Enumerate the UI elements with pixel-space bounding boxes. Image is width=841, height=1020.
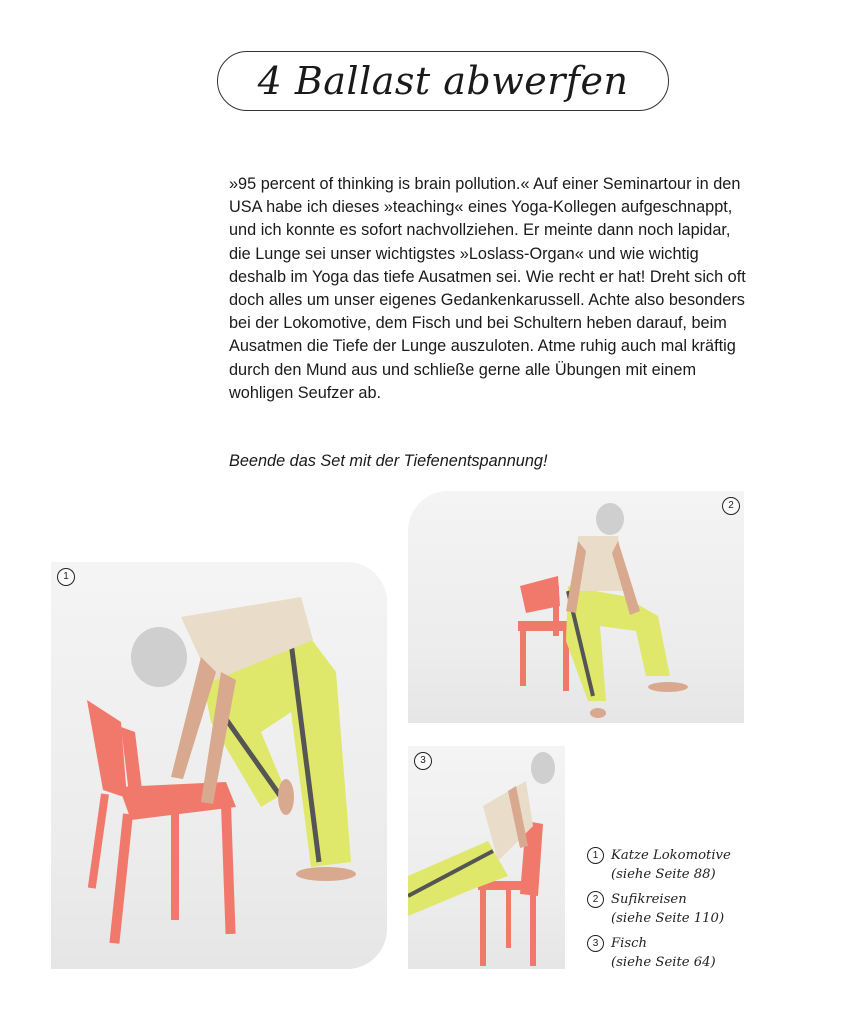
legend-number: 1 (587, 847, 604, 864)
legend-exercise-name: Katze Lokomotive (611, 848, 731, 863)
photo-number-badge: 1 (57, 568, 75, 586)
body-text (229, 173, 749, 405)
legend-number: 3 (587, 935, 604, 952)
legend-number: 2 (587, 891, 604, 908)
legend-item (587, 934, 787, 972)
photo-number-badge: 3 (414, 752, 432, 770)
legend-page-ref: (siehe Seite 88) (611, 867, 716, 882)
legend-item (587, 890, 787, 928)
photo-1-illustration (51, 562, 387, 969)
closing-instruction: Beende das Set mit der Tiefenentspannung! (229, 452, 548, 470)
photo-2-illustration (408, 491, 744, 723)
legend-exercise-name: Fisch (611, 936, 648, 951)
legend-page-ref: (siehe Seite 110) (611, 911, 725, 926)
legend-item (587, 846, 787, 884)
title-frame (217, 51, 669, 111)
exercise-legend (587, 846, 787, 978)
photo-number-badge: 2 (722, 497, 740, 515)
exercise-photo-3 (408, 746, 565, 969)
body-paragraph: »95 percent of thinking is brain pollution.« Auf einer Seminartour in den USA habe ich dieses »teaching« eines Yoga-Kollegen aufgeschnappt, und ich konnte es sofort nachvollziehen. Er meinte dann noch lapidar, die Lunge sei unser wichtigstes »Loslass-Organ« und wie wichtig deshalb im Yoga das tiefe Ausatmen sei. Wie recht er hat! Dreht sich oft doch alles um unser eigenes Gedankenkarussell. Achte also besonders bei der Lokomotive, dem Fisch und bei Schultern heben darauf, beim Ausatmen die Tiefe der Lunge auszuloten. Atme ruhig auch mal kräftig durch den Mund aus und schließe gerne alle Übungen mit einem wohligen Seufzer ab. (229, 175, 746, 402)
legend-page-ref: (siehe Seite 64) (611, 955, 716, 970)
legend-exercise-name: Sufikreisen (611, 892, 687, 907)
photo-3-illustration (408, 746, 565, 969)
chair (518, 576, 573, 691)
exercise-photo-2 (408, 491, 744, 723)
page-title: 4 Ballast abwerfen (257, 59, 629, 103)
exercise-photo-1 (51, 562, 387, 969)
